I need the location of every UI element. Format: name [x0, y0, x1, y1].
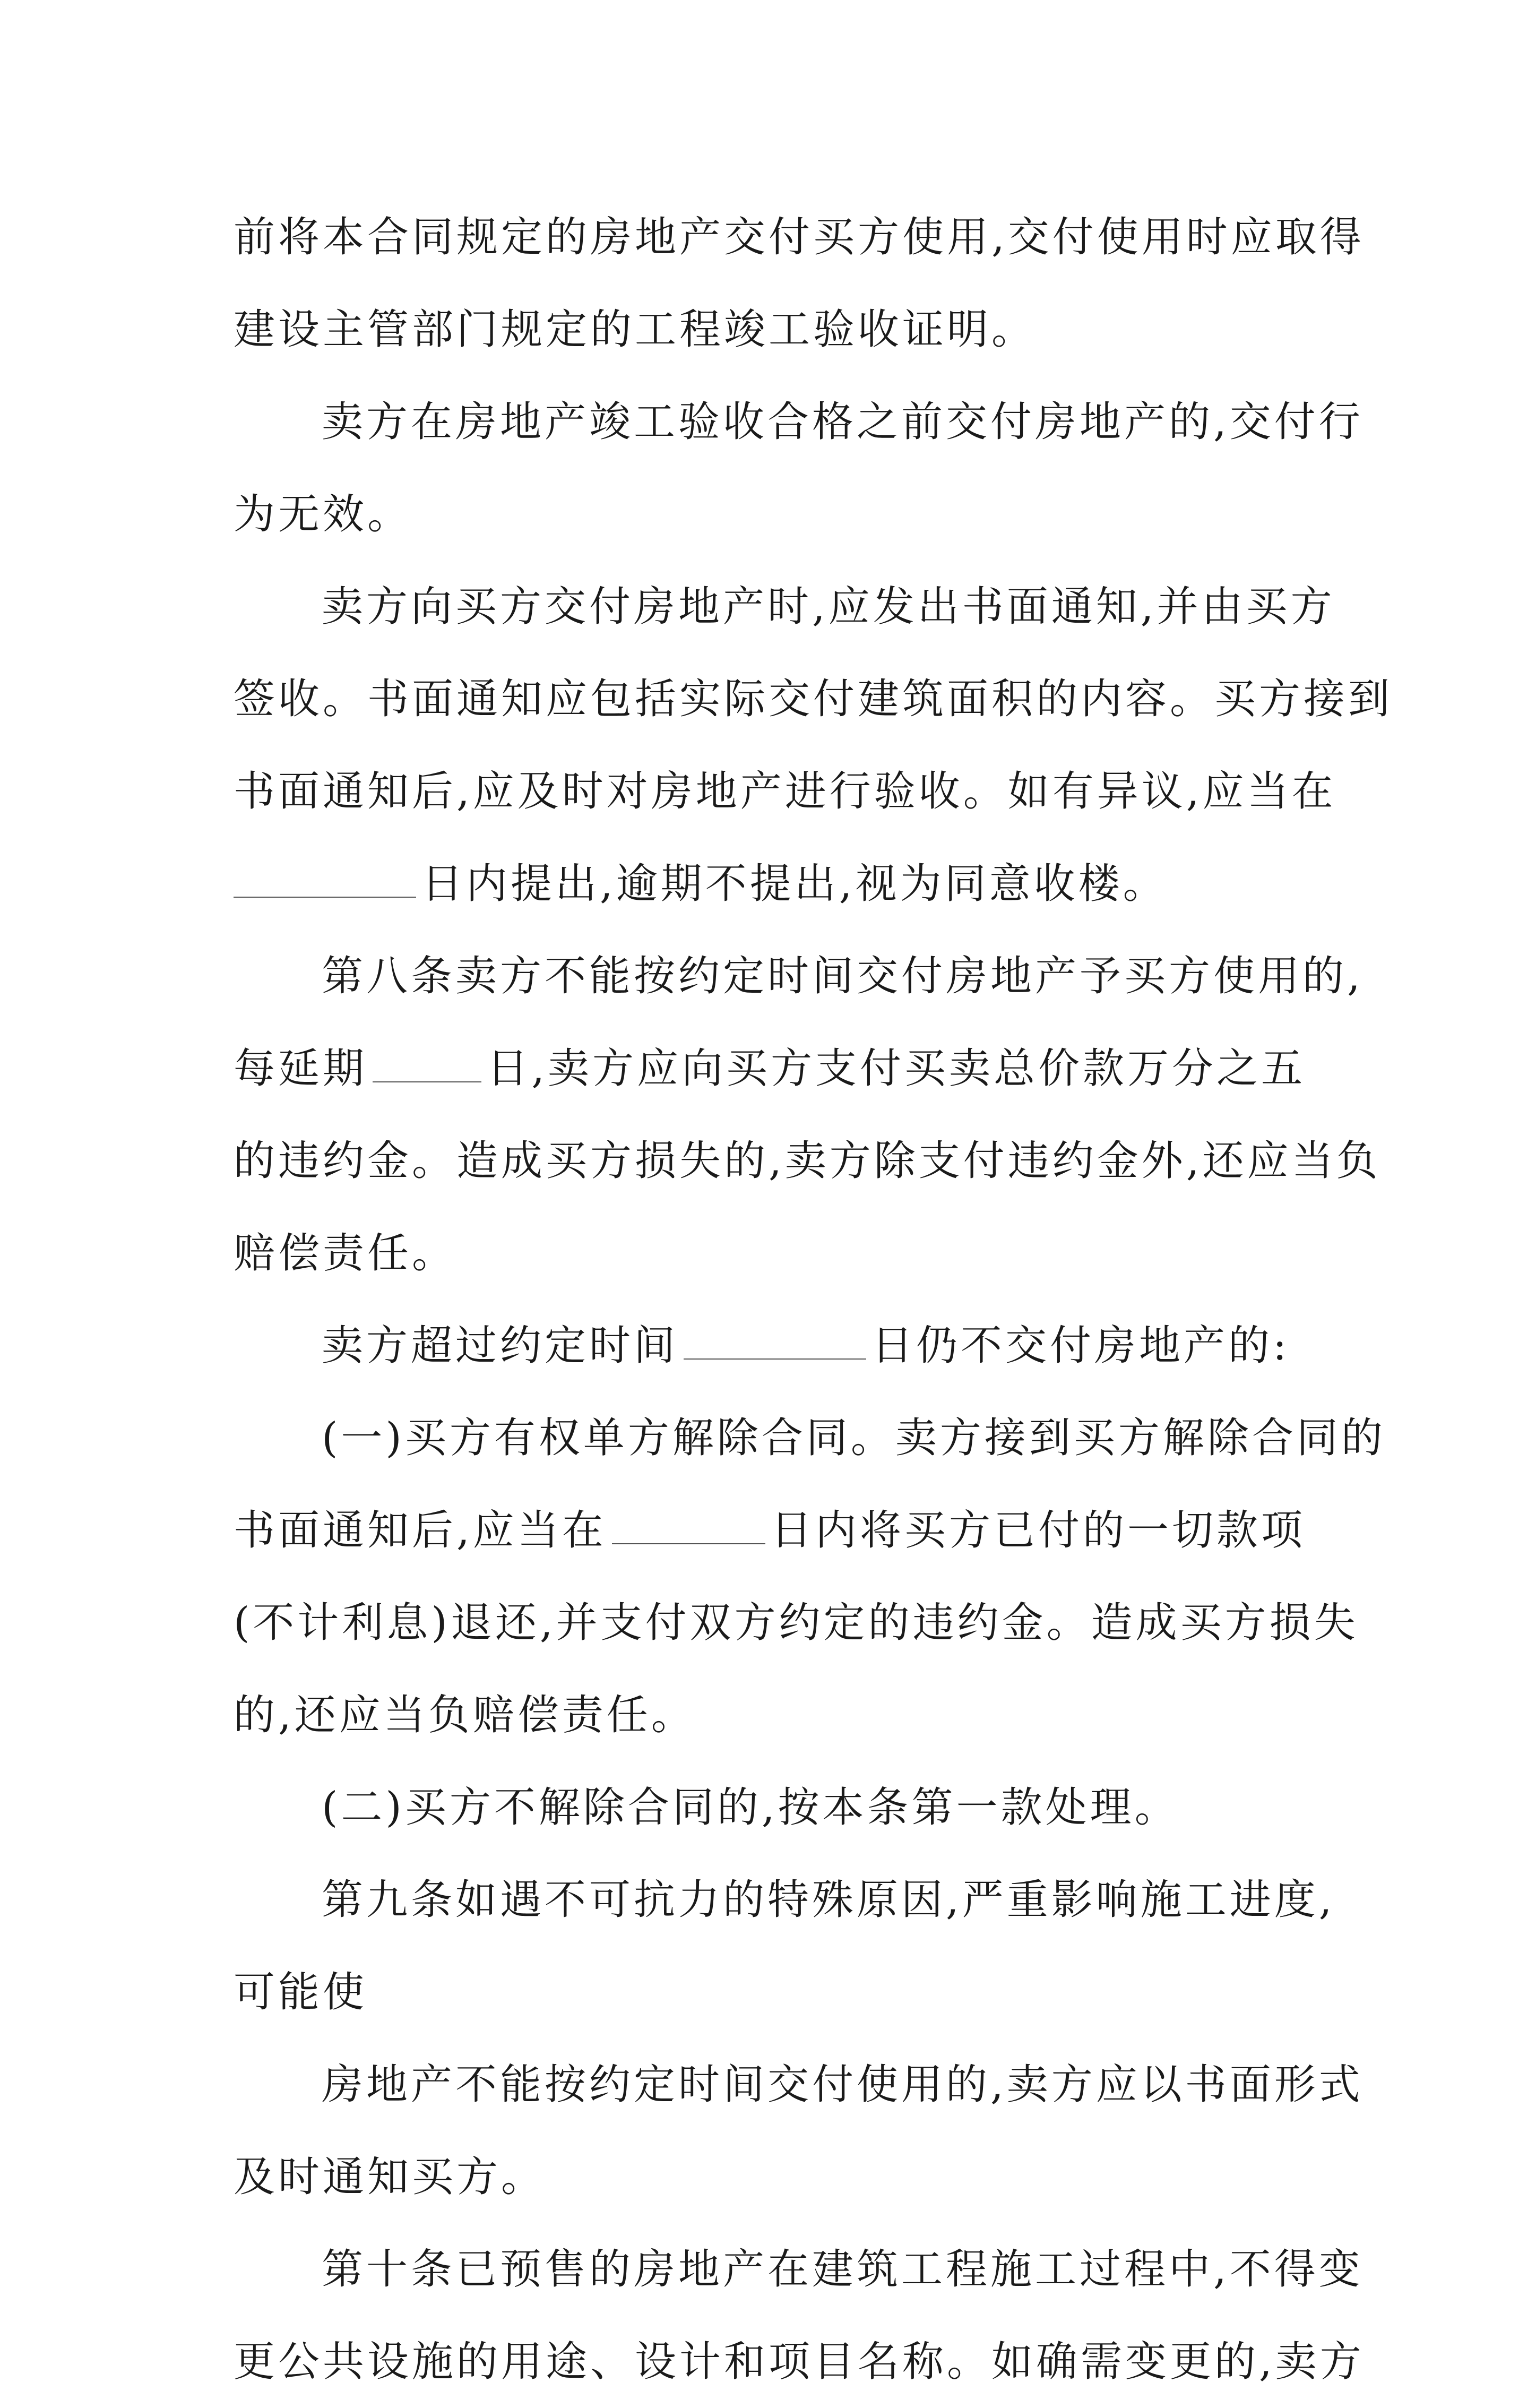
line-text: (不计利息)退还,并支付双方约定的违约金。造成买方损失 [234, 1599, 1359, 1647]
line-text: 卖方向买方交付房地产时,应发出书面通知,并由买方 [322, 583, 1335, 631]
text-line [234, 745, 1336, 838]
line-text: 第八条卖方不能按约定时间交付房地产予买方使用的, [322, 952, 1364, 1000]
text-line [234, 2316, 1365, 2408]
page-bottom-margin [0, 1985, 1536, 2173]
line-text: 可能使 [234, 1968, 368, 2016]
line-text: 日,卖方应向买方支付买卖总价款万分之五 [487, 1045, 1306, 1093]
text-line [234, 653, 1393, 745]
line-text: 日内提出,逾期不提出,视为同意收楼。 [421, 860, 1168, 908]
text-line [234, 1854, 1335, 1946]
fill-in-blank[interactable] [684, 1327, 866, 1360]
line-text: (二)买方不解除合同的,按本条第一款处理。 [322, 1784, 1179, 1831]
line-text: 第十条已预售的房地产在建筑工程施工过程中,不得变 [322, 2246, 1364, 2293]
text-line [234, 1300, 1306, 1392]
text-line [234, 838, 1306, 930]
line-text: 更公共设施的用途、设计和项目名称。如确需变更的,卖方 [234, 2338, 1365, 2386]
line-text: 的,还应当负赔偿责任。 [234, 1691, 696, 1739]
text-line [234, 1392, 1386, 1484]
line-text: 房地产不能按约定时间交付使用的,卖方应以书面形式 [322, 2061, 1364, 2109]
line-text: 日内将买方已付的一切款项 [770, 1507, 1306, 1554]
line-text: 每延期 [234, 1045, 368, 1093]
line-text: 第九条如遇不可抗力的特殊原因,严重影响施工进度, [322, 1876, 1335, 1924]
text-line [234, 1022, 1306, 1115]
line-text: 卖方超过约定时间 [322, 1322, 679, 1370]
text-line [234, 191, 1365, 283]
line-text: 书面通知后,应及时对房地产进行验收。如有异议,应当在 [234, 768, 1336, 815]
line-text: 为无效。 [234, 491, 412, 538]
text-line [234, 1484, 1306, 1577]
fill-in-blank[interactable] [234, 865, 416, 898]
text-line [234, 930, 1364, 1022]
fill-in-blank[interactable] [373, 1050, 481, 1082]
text-line [234, 1115, 1381, 1207]
text-line [234, 283, 1306, 376]
line-text: 卖方在房地产竣工验收合格之前交付房地产的,交付行 [322, 398, 1364, 446]
line-text: (一)买方有权单方解除合同。卖方接到买方解除合同的 [322, 1414, 1386, 1462]
line-text: 及时通知买方。 [234, 2153, 546, 2201]
line-text: 签收。书面通知应包括实际交付建筑面积的内容。买方接到 [234, 675, 1393, 723]
text-line [234, 468, 1306, 561]
text-line [234, 1669, 1306, 1761]
line-text: 前将本合同规定的房地产交付买方使用,交付使用时应取得 [234, 213, 1365, 261]
line-text: 书面通知后,应当在 [234, 1507, 607, 1554]
text-line [234, 376, 1364, 468]
text-line [234, 561, 1335, 653]
text-line [234, 2223, 1364, 2316]
line-text: 日仍不交付房地产的: [871, 1322, 1290, 1370]
text-line [234, 1577, 1359, 1669]
line-text: 赔偿责任。 [234, 1229, 457, 1277]
text-line [234, 1761, 1306, 1854]
line-text: 建设主管部门规定的工程竣工验收证明。 [234, 306, 1037, 354]
text-line [234, 1207, 1306, 1300]
line-text: 的违约金。造成买方损失的,卖方除支付违约金外,还应当负 [234, 1137, 1381, 1185]
fill-in-blank[interactable] [612, 1511, 765, 1544]
